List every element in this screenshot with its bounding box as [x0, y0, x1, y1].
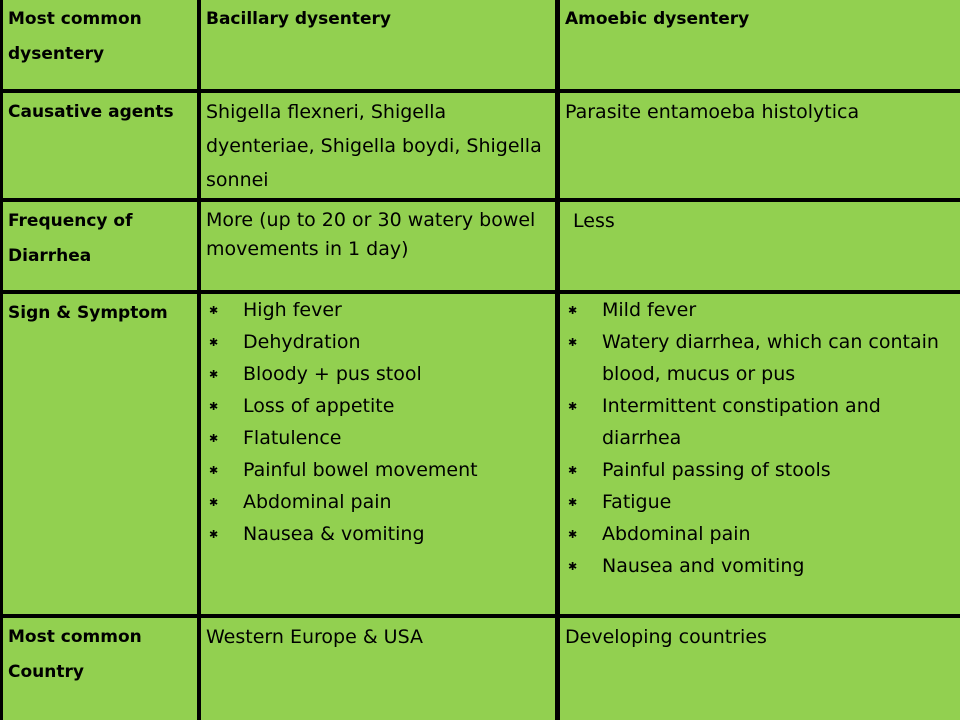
symptom-list-item — [206, 358, 551, 390]
symptom-text: Nausea and vomiting — [602, 555, 805, 577]
causative-amoebic: Parasite entamoeba histolytica — [565, 101, 860, 123]
header-label: Most common dysentery — [8, 9, 142, 64]
symptom-text: High fever — [243, 299, 342, 321]
causative-bacillary: Shigella flexneri, Shigella dyenteriae, Shigella boydi, Shigella sonnei — [206, 101, 542, 191]
asterisk-bullet-icon: ✱ — [209, 432, 219, 445]
asterisk-bullet-icon: ✱ — [568, 400, 578, 413]
asterisk-bullet-icon: ✱ — [568, 336, 578, 349]
asterisk-bullet-icon: ✱ — [209, 400, 219, 413]
header-label-cell — [3, 0, 197, 89]
country-bacillary-cell — [201, 618, 555, 720]
country-label: Most common Country — [8, 627, 142, 682]
asterisk-bullet-icon: ✱ — [209, 304, 219, 317]
symptom-list-item — [565, 486, 956, 518]
symptom-text: Abdominal pain — [243, 491, 392, 513]
symptom-list-item — [206, 486, 551, 518]
causative-bacillary-cell — [201, 93, 555, 198]
header-bacillary: Bacillary dysentery — [206, 9, 391, 29]
asterisk-bullet-icon: ✱ — [209, 368, 219, 381]
symptom-text: Mild fever — [602, 299, 697, 321]
asterisk-bullet-icon: ✱ — [568, 528, 578, 541]
symptoms-bacillary-cell — [201, 294, 555, 614]
symptom-text: Loss of appetite — [243, 395, 395, 417]
symptom-list-item — [565, 550, 956, 582]
symptoms-bacillary-list — [201, 294, 555, 550]
symptom-text: Intermittent constipation and diarrhea — [602, 395, 881, 449]
symptom-list-item — [206, 454, 551, 486]
asterisk-bullet-icon: ✱ — [209, 336, 219, 349]
asterisk-bullet-icon: ✱ — [209, 464, 219, 477]
symptom-list-item — [206, 390, 551, 422]
symptom-list-item — [565, 390, 956, 454]
symptom-text: Abdominal pain — [602, 523, 751, 545]
symptom-list-item — [206, 422, 551, 454]
symptoms-amoebic-list — [560, 294, 960, 582]
asterisk-bullet-icon: ✱ — [209, 496, 219, 509]
symptom-text: Flatulence — [243, 427, 342, 449]
symptom-text: Painful passing of stools — [602, 459, 831, 481]
symptom-text: Watery diarrhea, which can contain blood, mucus or pus — [602, 331, 939, 385]
symptom-text: Dehydration — [243, 331, 361, 353]
symptoms-label-cell — [3, 294, 197, 614]
causative-amoebic-cell — [560, 93, 960, 198]
country-bacillary: Western Europe & USA — [206, 626, 423, 648]
symptom-list-item — [565, 326, 956, 390]
frequency-bacillary-cell — [201, 202, 555, 290]
asterisk-bullet-icon: ✱ — [568, 304, 578, 317]
asterisk-bullet-icon: ✱ — [209, 528, 219, 541]
symptom-list-item — [206, 518, 551, 550]
symptom-list-item — [565, 454, 956, 486]
symptom-text: Fatigue — [602, 491, 672, 513]
asterisk-bullet-icon: ✱ — [568, 464, 578, 477]
symptom-text: Painful bowel movement — [243, 459, 478, 481]
symptom-list-item — [206, 326, 551, 358]
frequency-label: Frequency of Diarrhea — [8, 211, 133, 266]
symptom-list-item — [206, 294, 551, 326]
symptoms-label: Sign & Symptom — [8, 303, 168, 323]
frequency-amoebic-cell — [560, 202, 960, 290]
symptom-list-item — [565, 518, 956, 550]
frequency-amoebic: Less — [573, 210, 615, 232]
country-label-cell — [3, 618, 197, 720]
asterisk-bullet-icon: ✱ — [568, 560, 578, 573]
asterisk-bullet-icon: ✱ — [568, 496, 578, 509]
causative-label-cell — [3, 93, 197, 198]
frequency-bacillary: More (up to 20 or 30 watery bowel movements in 1 day) — [206, 209, 536, 260]
country-amoebic: Developing countries — [565, 626, 767, 648]
symptoms-amoebic-cell — [560, 294, 960, 614]
symptom-text: Bloody + pus stool — [243, 363, 422, 385]
frequency-label-cell — [3, 202, 197, 290]
header-amoebic: Amoebic dysentery — [565, 9, 750, 29]
header-bacillary-cell — [201, 0, 555, 89]
causative-label: Causative agents — [8, 102, 174, 122]
header-amoebic-cell — [560, 0, 960, 89]
country-amoebic-cell — [560, 618, 960, 720]
symptom-list-item — [565, 294, 956, 326]
symptom-text: Nausea & vomiting — [243, 523, 425, 545]
